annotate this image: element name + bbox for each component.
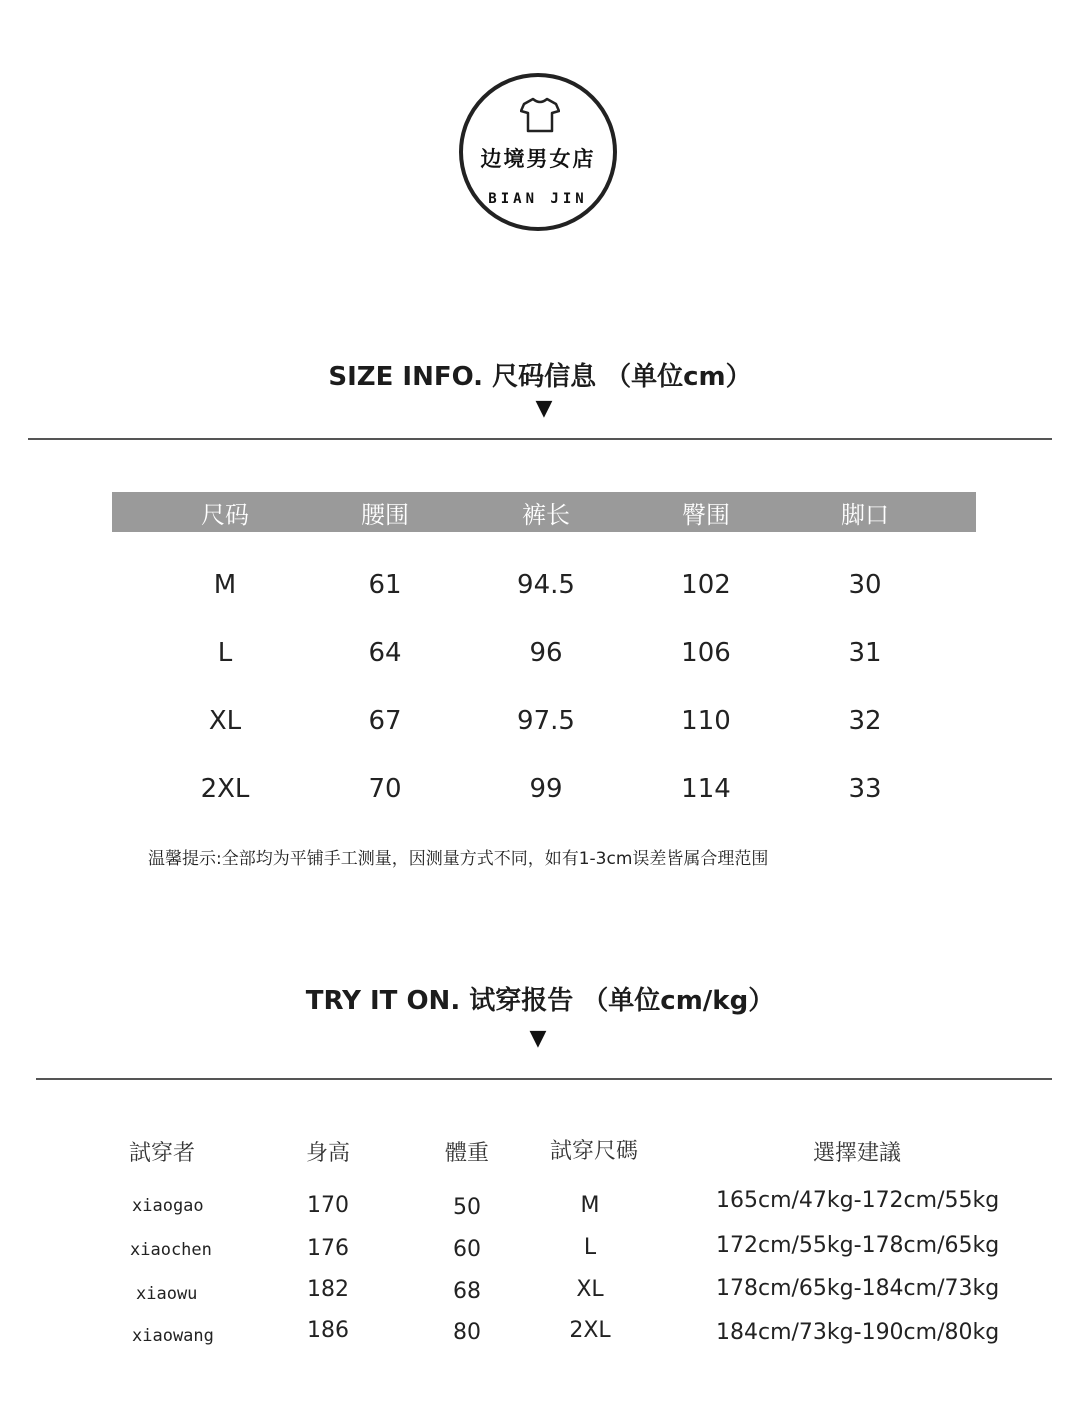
size-table-cell: 67 (368, 706, 402, 736)
try-on-title: TRY IT ON. 试穿报告 （单位cm/kg） (305, 986, 775, 1016)
try-on-divider (36, 1078, 1052, 1080)
try-table-cell: 50 (453, 1195, 481, 1220)
size-header-cell: 脚口 (841, 500, 889, 529)
try-table-cell: 68 (453, 1279, 481, 1304)
try-table-cell: 176 (307, 1236, 349, 1261)
try-header-cell: 試穿尺碼 (549, 1139, 639, 1164)
logo-store-name: 边境男女店 (480, 147, 596, 171)
size-table-cell: 61 (368, 570, 402, 600)
size-table-cell: 110 (681, 706, 731, 736)
size-table-cell: 30 (848, 570, 882, 600)
size-table-cell: 70 (368, 774, 402, 804)
size-table-cell: L (217, 638, 233, 668)
size-table-cell: 96 (529, 638, 563, 668)
store-logo (459, 73, 617, 231)
try-table-cell: 182 (307, 1277, 349, 1302)
size-header-cell: 尺码 (201, 500, 249, 529)
try-header-cell: 選擇建議 (812, 1141, 902, 1166)
size-table-cell: 64 (368, 638, 402, 668)
try-table-cell: 80 (453, 1320, 481, 1345)
size-table-cell: 33 (848, 774, 882, 804)
size-table-cell: 31 (848, 638, 882, 668)
size-table-cell: 94.5 (517, 570, 575, 600)
try-header-cell: 身高 (305, 1141, 351, 1166)
size-table-cell: 106 (681, 638, 731, 668)
logo-store-subtitle: BIAN JIN (488, 191, 588, 207)
try-on-arrow-icon: ▼ (529, 1026, 547, 1051)
try-table-cell: 186 (307, 1318, 349, 1343)
size-info-title: SIZE INFO. 尺码信息 （单位cm） (328, 362, 752, 392)
try-table-cell: L (583, 1235, 597, 1260)
size-table-cell: 99 (529, 774, 563, 804)
try-name-cell: xiaochen (130, 1240, 212, 1260)
size-info-divider (28, 438, 1052, 440)
try-table-cell: M (580, 1193, 600, 1218)
try-recommend-cell: 178cm/65kg-184cm/73kg (716, 1276, 1000, 1301)
try-header-cell: 試穿者 (128, 1141, 196, 1166)
try-name-cell: xiaowang (132, 1326, 214, 1346)
try-recommend-cell: 172cm/55kg-178cm/65kg (716, 1233, 1000, 1258)
size-table-cell: 102 (681, 570, 731, 600)
size-table-cell: 97.5 (517, 706, 575, 736)
size-table-cell: 114 (681, 774, 731, 804)
try-table-cell: 2XL (569, 1318, 611, 1343)
size-header-cell: 裤长 (522, 500, 570, 529)
try-table-cell: XL (576, 1277, 604, 1302)
size-header-cell: 臀围 (682, 500, 730, 529)
size-table-cell: XL (208, 706, 242, 736)
try-name-cell: xiaogao (132, 1196, 204, 1216)
size-table-cell: M (213, 570, 237, 600)
try-header-cell: 體重 (444, 1141, 490, 1166)
measurement-note: 温馨提示:全部均为平铺手工测量，因测量方式不同，如有1-3cm误差皆属合理范围 (148, 849, 769, 869)
try-name-cell: xiaowu (136, 1284, 198, 1304)
size-table-cell: 32 (848, 706, 882, 736)
try-table-cell: 60 (453, 1237, 481, 1262)
t-shirt-icon (520, 97, 560, 133)
try-table-cell: 170 (307, 1193, 349, 1218)
try-recommend-cell: 184cm/73kg-190cm/80kg (716, 1320, 1000, 1345)
size-table-cell: 2XL (200, 774, 250, 804)
size-table-header (112, 492, 976, 532)
size-header-cell: 腰围 (361, 500, 409, 529)
size-info-arrow-icon: ▼ (535, 396, 553, 421)
try-recommend-cell: 165cm/47kg-172cm/55kg (716, 1188, 1000, 1213)
